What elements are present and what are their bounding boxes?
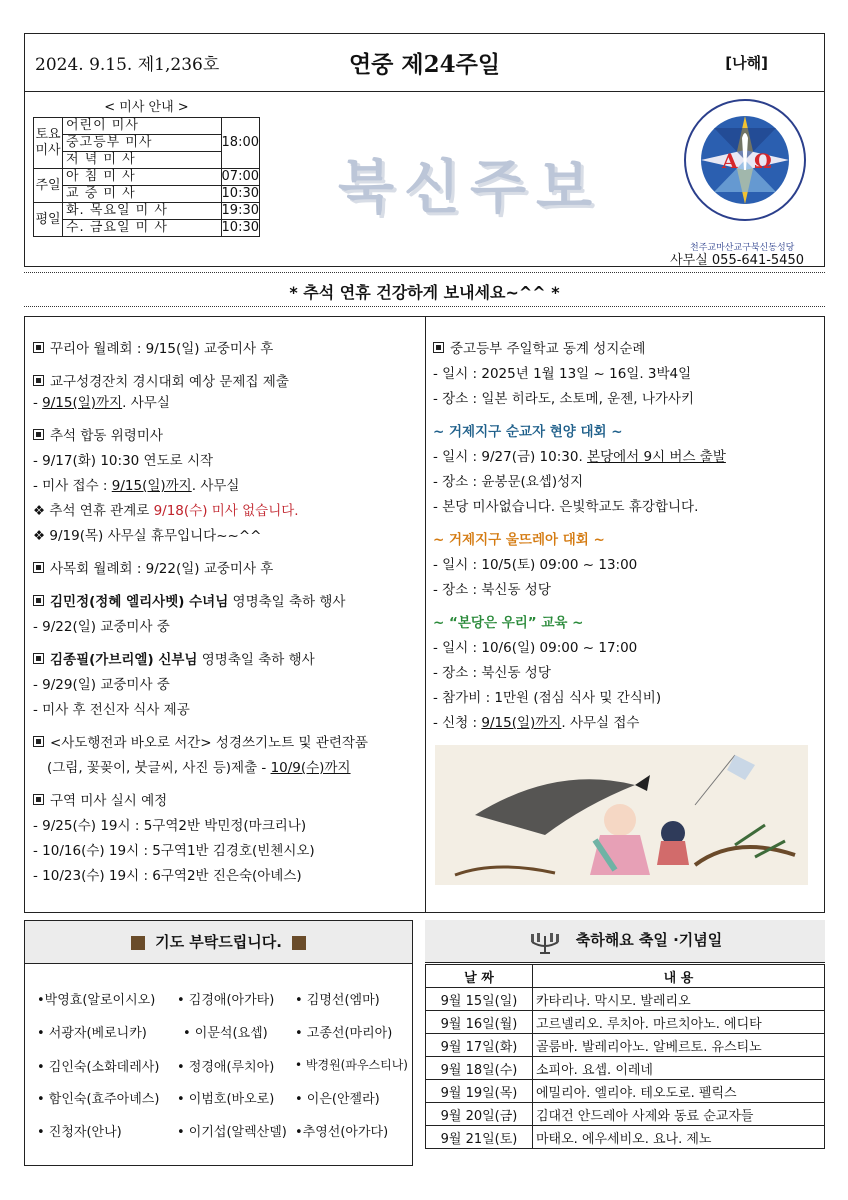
svg-text:A: A bbox=[722, 149, 738, 173]
notice-text: 구역 미사 실시 예정 bbox=[50, 793, 168, 809]
notice-heading: 거제지구 순교자 현양 대회 bbox=[449, 424, 607, 440]
swirl-icon: ~ bbox=[433, 615, 450, 631]
checkbox-icon bbox=[33, 595, 44, 606]
notice-text: . 사무실 bbox=[191, 478, 240, 494]
right-notices bbox=[433, 337, 818, 744]
mass-time: 19:30 bbox=[221, 203, 259, 218]
notice-text: - 10/23(수) 19시 : 6구역2반 진은숙(아녜스) bbox=[33, 868, 302, 884]
divider bbox=[24, 272, 825, 273]
feast-date: 9월 20일(금) bbox=[426, 1103, 533, 1126]
candelabra-icon bbox=[528, 928, 562, 954]
checkbox-icon bbox=[33, 794, 44, 805]
prayer-name: • 김경애(아가타) bbox=[177, 993, 275, 1008]
checkbox-icon bbox=[33, 375, 44, 386]
liturgical-sunday: 연중 제24주일 bbox=[348, 51, 501, 78]
mass-schedule bbox=[33, 96, 260, 237]
prayer-name: • 이은(안젤라) bbox=[295, 1092, 380, 1107]
notice-text: 사목회 월례회 : 9/22(일) 교중미사 후 bbox=[50, 561, 274, 577]
feast-saints: 카타리나. 막시모. 발레리오 bbox=[533, 988, 825, 1011]
feast-date: 9월 15일(일) bbox=[426, 988, 533, 1011]
mass-time: 10:30 bbox=[221, 220, 259, 235]
weekday-group: 평일 bbox=[34, 203, 63, 237]
notice-heading: “본당은 우리” 교육 bbox=[449, 615, 568, 631]
table-row bbox=[426, 1080, 825, 1103]
notice-text: 추석 합동 위령미사 bbox=[50, 428, 163, 444]
notice bbox=[33, 648, 421, 723]
notice-text: - 본당 미사없습니다. 은빛학교도 휴강합니다. bbox=[433, 499, 699, 515]
feast-table bbox=[425, 964, 825, 1149]
feast-date: 9월 17일(화) bbox=[426, 1034, 533, 1057]
notice-text: 중고등부 주일학교 동계 성지순례 bbox=[450, 341, 646, 357]
checkbox-icon bbox=[33, 429, 44, 440]
diamond-icon: ❖ bbox=[33, 528, 50, 544]
notice-heading: 거제지구 울뜨레아 대회 bbox=[449, 532, 589, 548]
notice-text: - 미사 후 전신자 식사 제공 bbox=[33, 702, 190, 718]
notice-text: - 9/29(일) 교중미사 중 bbox=[33, 677, 170, 693]
notice-text: - 일시 : 10/6(일) 09:00 ~ 17:00 bbox=[433, 640, 638, 656]
mass-label: 중고등부 미사 bbox=[63, 135, 222, 152]
feast-date: 9월 16일(월) bbox=[426, 1011, 533, 1034]
mass-schedule-caption: < 미사 안내 > bbox=[104, 100, 189, 115]
prayer-name: •추영선(아가다) bbox=[295, 1125, 389, 1140]
chuseok-illustration bbox=[435, 745, 808, 885]
prayer-name: • 정경애(루치아) bbox=[177, 1060, 275, 1075]
no-mass-alert: 9/18(수) 미사 없습니다. bbox=[153, 503, 299, 519]
notice-text: 교구성경잔치 경시대회 예상 문제집 제출 bbox=[50, 374, 289, 390]
deadline: 10/9(수)까지 bbox=[270, 760, 351, 776]
notice-text: - 일시 : 9/27(금) 10:30. bbox=[433, 449, 588, 465]
checkbox-icon bbox=[33, 562, 44, 573]
feast-date: 9월 21일(토) bbox=[426, 1126, 533, 1149]
notice-text: <사도행전과 바오로 서간> 성경쓰기노트 및 관련작품 bbox=[50, 735, 368, 751]
deadline: 9/15(일)까지 bbox=[42, 395, 123, 411]
table-row bbox=[426, 1057, 825, 1080]
feast-saints: 김대건 안드레아 사제와 동료 순교자들 bbox=[533, 1103, 825, 1126]
checkbox-icon bbox=[33, 736, 44, 747]
prayer-requests bbox=[24, 920, 413, 1166]
notice-text: - 미사 접수 : bbox=[33, 478, 112, 494]
swirl-icon: ~ bbox=[433, 532, 450, 548]
prayer-name: •박영효(알로이시오) bbox=[37, 993, 156, 1008]
notice-text: - 장소 : 일본 히라도, 소토메, 운젠, 나가사키 bbox=[433, 391, 694, 407]
square-ornament-icon bbox=[292, 936, 306, 950]
mass-label: 어린이 미사 bbox=[63, 118, 222, 135]
left-notices bbox=[33, 337, 421, 897]
mass-label: 아 침 미 사 bbox=[63, 169, 222, 186]
notice-text: 영명축일 축하 행사 bbox=[197, 652, 315, 668]
parish-logo-icon bbox=[680, 98, 810, 228]
prayer-name: • 진청자(안나) bbox=[37, 1125, 122, 1140]
notice bbox=[33, 789, 421, 889]
table-row bbox=[426, 988, 825, 1011]
prayer-name: • 이문석(요셉) bbox=[183, 1026, 268, 1041]
swirl-icon: ~ bbox=[588, 532, 605, 548]
notice-text: - 장소 : 북신동 성당 bbox=[433, 582, 551, 598]
col-header-date: 날 짜 bbox=[426, 965, 533, 988]
square-ornament-icon bbox=[131, 936, 145, 950]
feast-header bbox=[425, 920, 825, 963]
feast-date: 9월 19일(목) bbox=[426, 1080, 533, 1103]
mass-label: 교 중 미 사 bbox=[63, 186, 222, 203]
prayer-name: • 함인숙(효주아녜스) bbox=[37, 1092, 160, 1107]
feast-saints: 고르넬리오. 루치아. 마르치아노. 에디타 bbox=[533, 1011, 825, 1034]
office-phone: 사무실 055-641-5450 bbox=[670, 253, 804, 268]
checkbox-icon bbox=[33, 653, 44, 664]
feast-days bbox=[425, 920, 825, 1166]
prayer-name: • 서광자(베로니카) bbox=[37, 1026, 147, 1041]
prayer-name: • 이범호(바오로) bbox=[177, 1092, 275, 1107]
mass-time: 10:30 bbox=[221, 186, 259, 201]
sunday-group: 주일 bbox=[34, 169, 63, 203]
liturgical-year: [나해] bbox=[725, 54, 768, 72]
column-divider bbox=[425, 317, 426, 912]
mass-label: 저 녁 미 사 bbox=[63, 152, 222, 169]
bulletin-title: 북신주보 bbox=[337, 153, 603, 221]
notice-text: (그림, 꽃꽂이, 붓글씨, 사진 등)제출 - bbox=[47, 760, 271, 776]
notice-text: 9/19(목) 사무실 휴무입니다~~^^ bbox=[49, 528, 262, 544]
notice-text: . 사무실 bbox=[122, 395, 170, 411]
notice-text: - 9/25(수) 19시 : 5구역2반 박민정(마크리나) bbox=[33, 818, 307, 834]
notice-text: 추석 연휴 관계로 bbox=[49, 503, 154, 519]
feast-saints: 소피아. 요셉. 이레네 bbox=[533, 1057, 825, 1080]
header-bar bbox=[24, 33, 825, 92]
chuseok-banner: * 추석 연휴 건강하게 보내세요~^^ * bbox=[289, 283, 560, 302]
prayer-title: 기도 부탁드립니다. bbox=[155, 933, 282, 951]
mass-label: 화. 목요일 미 사 bbox=[63, 203, 222, 220]
notice-text: - 장소 : 윤봉문(요셉)성지 bbox=[433, 474, 584, 490]
prayer-name: • 이기섭(알렉산델) bbox=[177, 1125, 287, 1140]
table-row bbox=[426, 1011, 825, 1034]
saturday-group: 토요미사 bbox=[34, 118, 63, 169]
swirl-icon: ~ bbox=[606, 424, 623, 440]
logo-caption: 천주교마산교구북신동성당 bbox=[690, 243, 795, 253]
feast-date: 9월 18일(수) bbox=[426, 1057, 533, 1080]
table-row bbox=[426, 1103, 825, 1126]
mass-time: 18:00 bbox=[221, 118, 259, 169]
table-row bbox=[426, 1034, 825, 1057]
swirl-icon: ~ bbox=[433, 424, 450, 440]
notice-text: - 10/16(수) 19시 : 5구역1반 김경호(빈첸시오) bbox=[33, 843, 315, 859]
prayer-name: • 김인숙(소화데레사) bbox=[37, 1060, 160, 1075]
notice bbox=[433, 337, 818, 412]
notice-text: - 일시 : 10/5(토) 09:00 ~ 13:00 bbox=[433, 557, 638, 573]
notice-text: - 참가비 : 1만원 (점심 식사 및 간식비) bbox=[433, 690, 662, 706]
notices-panel bbox=[24, 316, 825, 913]
notice-text: - 신청 : bbox=[433, 715, 482, 731]
prayer-header bbox=[25, 921, 412, 964]
notice-text: . 사무실 접수 bbox=[561, 715, 640, 731]
notice-text: 꾸리아 월례회 : 9/15(일) 교중미사 후 bbox=[50, 341, 274, 357]
checkbox-icon bbox=[433, 342, 444, 353]
notice bbox=[33, 370, 421, 416]
table-row bbox=[426, 1126, 825, 1149]
notice bbox=[33, 731, 421, 781]
divider bbox=[24, 306, 825, 307]
col-header-content: 내 용 bbox=[533, 965, 825, 988]
prayer-name: • 고종선(마리아) bbox=[295, 1026, 393, 1041]
notice bbox=[433, 420, 818, 520]
notice-text: - 장소 : 북신동 성당 bbox=[433, 665, 551, 681]
notice-text: - bbox=[33, 395, 43, 411]
notice bbox=[433, 611, 818, 736]
notice bbox=[33, 590, 421, 640]
notice bbox=[433, 528, 818, 603]
notice-text: 영명축일 축하 행사 bbox=[228, 594, 346, 610]
feast-title: 축하해요 축일 ·기념일 bbox=[575, 931, 723, 949]
notice-person: 김종필(가브리엘) 신부님 bbox=[50, 652, 198, 668]
feast-saints: 골룸바. 발레리아노. 알베르토. 유스티노 bbox=[533, 1034, 825, 1057]
mass-table bbox=[33, 117, 260, 237]
feast-saints: 에밀리아. 엘리야. 테오도로. 펠릭스 bbox=[533, 1080, 825, 1103]
bus-info: 본당에서 9시 버스 출발 bbox=[587, 449, 726, 465]
notice-text: - 일시 : 2025년 1월 13일 ~ 16일. 3박4일 bbox=[433, 366, 692, 382]
deadline: 9/15(일)까지 bbox=[481, 715, 562, 731]
svg-text:Ω: Ω bbox=[754, 149, 772, 173]
issue-date: 2024. 9.15. 제1,236호 bbox=[35, 55, 220, 75]
masthead bbox=[24, 91, 825, 267]
notice-person: 김민정(정혜 엘리사벳) 수녀님 bbox=[50, 594, 229, 610]
feast-saints: 마태오. 에우세비오. 요나. 제노 bbox=[533, 1126, 825, 1149]
prayer-name: • 김명선(엠마) bbox=[295, 993, 380, 1008]
notice-text: - 9/17(화) 10:30 연도로 시작 bbox=[33, 453, 214, 469]
notice bbox=[33, 424, 421, 549]
notice-text: - 9/22(일) 교중미사 중 bbox=[33, 619, 170, 635]
diamond-icon: ❖ bbox=[33, 503, 50, 519]
checkbox-icon bbox=[33, 342, 44, 353]
notice bbox=[33, 557, 421, 582]
swirl-icon: ~ bbox=[567, 615, 584, 631]
deadline: 9/15(일)까지 bbox=[111, 478, 192, 494]
prayer-name: • 박경원(파우스티나) bbox=[295, 1058, 408, 1072]
mass-time: 07:00 bbox=[221, 169, 259, 184]
notice bbox=[33, 337, 421, 362]
mass-label: 수. 금요일 미 사 bbox=[63, 220, 222, 237]
